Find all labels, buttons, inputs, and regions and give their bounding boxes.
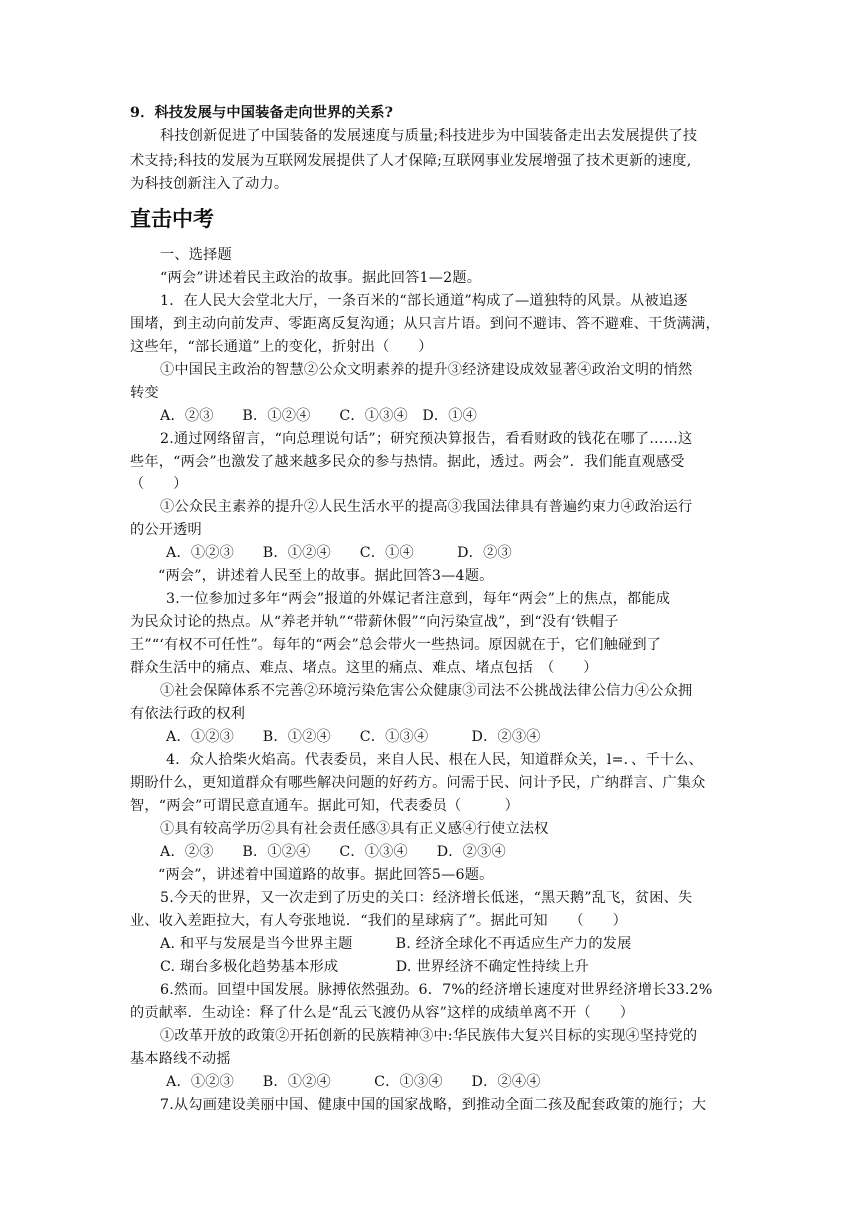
text-line: 这些年，“部长通道”上的变化，折射出（ ） [130, 339, 433, 355]
text-line: 一、选择题 [160, 247, 232, 263]
text-line: 转变 [130, 385, 159, 401]
text-line: 2.通过网络留言，“向总理说句话”；研究预决算报告，看看财政的钱花在哪了……这 [160, 431, 693, 447]
text-line: “两会”，讲述着人民至上的故事。据此回答3—4题。 [158, 568, 494, 584]
text-line: 期盼什么，更知道群众有哪些解决问题的好药方。问需于民、问计予民，广纳群言、广集众 [130, 775, 706, 791]
text-line: 业、收入差距拉大，有人夸张地说．“我们的星球病了”。据此可知 （ ） [130, 913, 627, 929]
question-9-title: 9．科技发展与中国装备走向世界的关系? [130, 105, 394, 121]
text-line: 群众生活中的痛点、难点、堵点。这里的痛点、难点、堵点包括 （ ） [130, 660, 598, 676]
text-line: 4．众人拾柴火焰高。代表委员，来自人民、根在人民，知道群众关，l=．、千十么、 [166, 752, 703, 768]
text-line: 有依法行政的权利 [130, 706, 246, 722]
text-line: 的贡献率．生动诠：释了什么是“乱云飞渡仍从容”这样的成绩单离不开（ ） [130, 1005, 635, 1021]
text-line: 些年，“两会”也激发了越来越多民众的参与热情。据此，透过。两会”．我们能直观感受 [130, 454, 685, 470]
question-9-answer-line: 术支持;科技的发展为互联网发展提供了人才保障;互联网事业发展增强了技术更新的速度, [130, 153, 692, 169]
text-line: 7.从勾画建设美丽中国、健康中国的国家战略，到推动全面二孩及配套政策的施行；大 [160, 1097, 707, 1113]
text-line: “两会”，讲述着中国道路的故事。据此回答5—6题。 [158, 867, 494, 883]
text-line: 3.一位参加过多年“两会”报道的外媒记者注意到，每年“两会”上的焦点，都能成 [166, 591, 671, 607]
answer-options: A．②③ B．①②④ C．①③④ D．②③④ [160, 844, 506, 860]
text-line: 为民众讨论的热点。从“养老并轨”“带薪休假”“向污染宣战”，到“没有‘铁帽子 [130, 614, 619, 630]
answer-options: A．①②③ B．①②④ C．①④ D．②③ [166, 545, 512, 561]
answer-options: C. 瑚台多极化趋势基本形成 D. 世界经济不确定性持续上升 [160, 959, 589, 975]
text-line: ①改革开放的政策②开拓创新的民族精神③中:华民族伟大复兴目标的实现④坚持党的 [160, 1028, 698, 1044]
answer-options: A．①②③ B．①②④ C．①③④ D．②③④ [166, 729, 541, 745]
text-line: 6.然而。回望中国发展。脉搏依然强劲。6．7%的经济增长速度对世界经济增长33.2% [160, 982, 713, 998]
answer-options: A．①②③ B．①②④ C．①③④ D．②④④ [166, 1074, 541, 1090]
text-line: “两会”讲述着民主政治的故事。据此回答1—2题。 [160, 270, 482, 286]
section-heading: 直击中考 [130, 207, 214, 231]
question-9-answer-line: 科技创新促进了中国装备的发展速度与质量;科技进步为中国装备走出去发展提供了技 [160, 128, 698, 144]
text-line: 基本路线不动摇 [130, 1051, 231, 1067]
text-line: ①具有较高学历②具有社会责任感③具有正义感④行使立法权 [160, 821, 549, 837]
text-line: 智，“两会”可谓民意直通车。据此可知，代表委员（ ） [130, 798, 519, 814]
answer-options: A．②③ B．①②④ C．①③④ D．①④ [160, 408, 478, 424]
text-line: ①中国民主政治的智慧②公众文明素养的提升③经济建设成效显著④政治文明的悄然 [160, 362, 693, 378]
text-line: ①公众民主素养的提升②人民生活水平的提高③我国法律具有普遍约束力④政治运行 [160, 499, 693, 515]
text-line: 围堵，到主动向前发声、零距离反复沟通；从只言片语。到问不避讳、答不避难、干货满满， [130, 316, 720, 332]
text-line: 的公开透明 [130, 522, 202, 538]
text-line: （ ） [130, 476, 188, 492]
answer-options: A. 和平与发展是当今世界主题 B. 经济全球化不再适应生产力的发展 [160, 936, 632, 952]
text-line: 1．在人民大会堂北大厅，一条百米的“部长通道”构成了—道独特的风景。从被追逐 [160, 293, 688, 309]
text-line: ①社会保障体系不完善②环境污染危害公众健康③司法不公挑战法律公信力④公众拥 [160, 683, 693, 699]
question-9-answer-line: 为科技创新注入了动力。 [130, 176, 289, 192]
text-line: 王”“‘有权不可任性”。每年的“两会”总会带火一些热词。原因就在于，它们触碰到了 [130, 637, 662, 653]
text-line: 5.今天的世界，又一次走到了历史的关口：经济增长低迷，“黑天鹅”乱飞，贫困、失 [160, 890, 693, 906]
